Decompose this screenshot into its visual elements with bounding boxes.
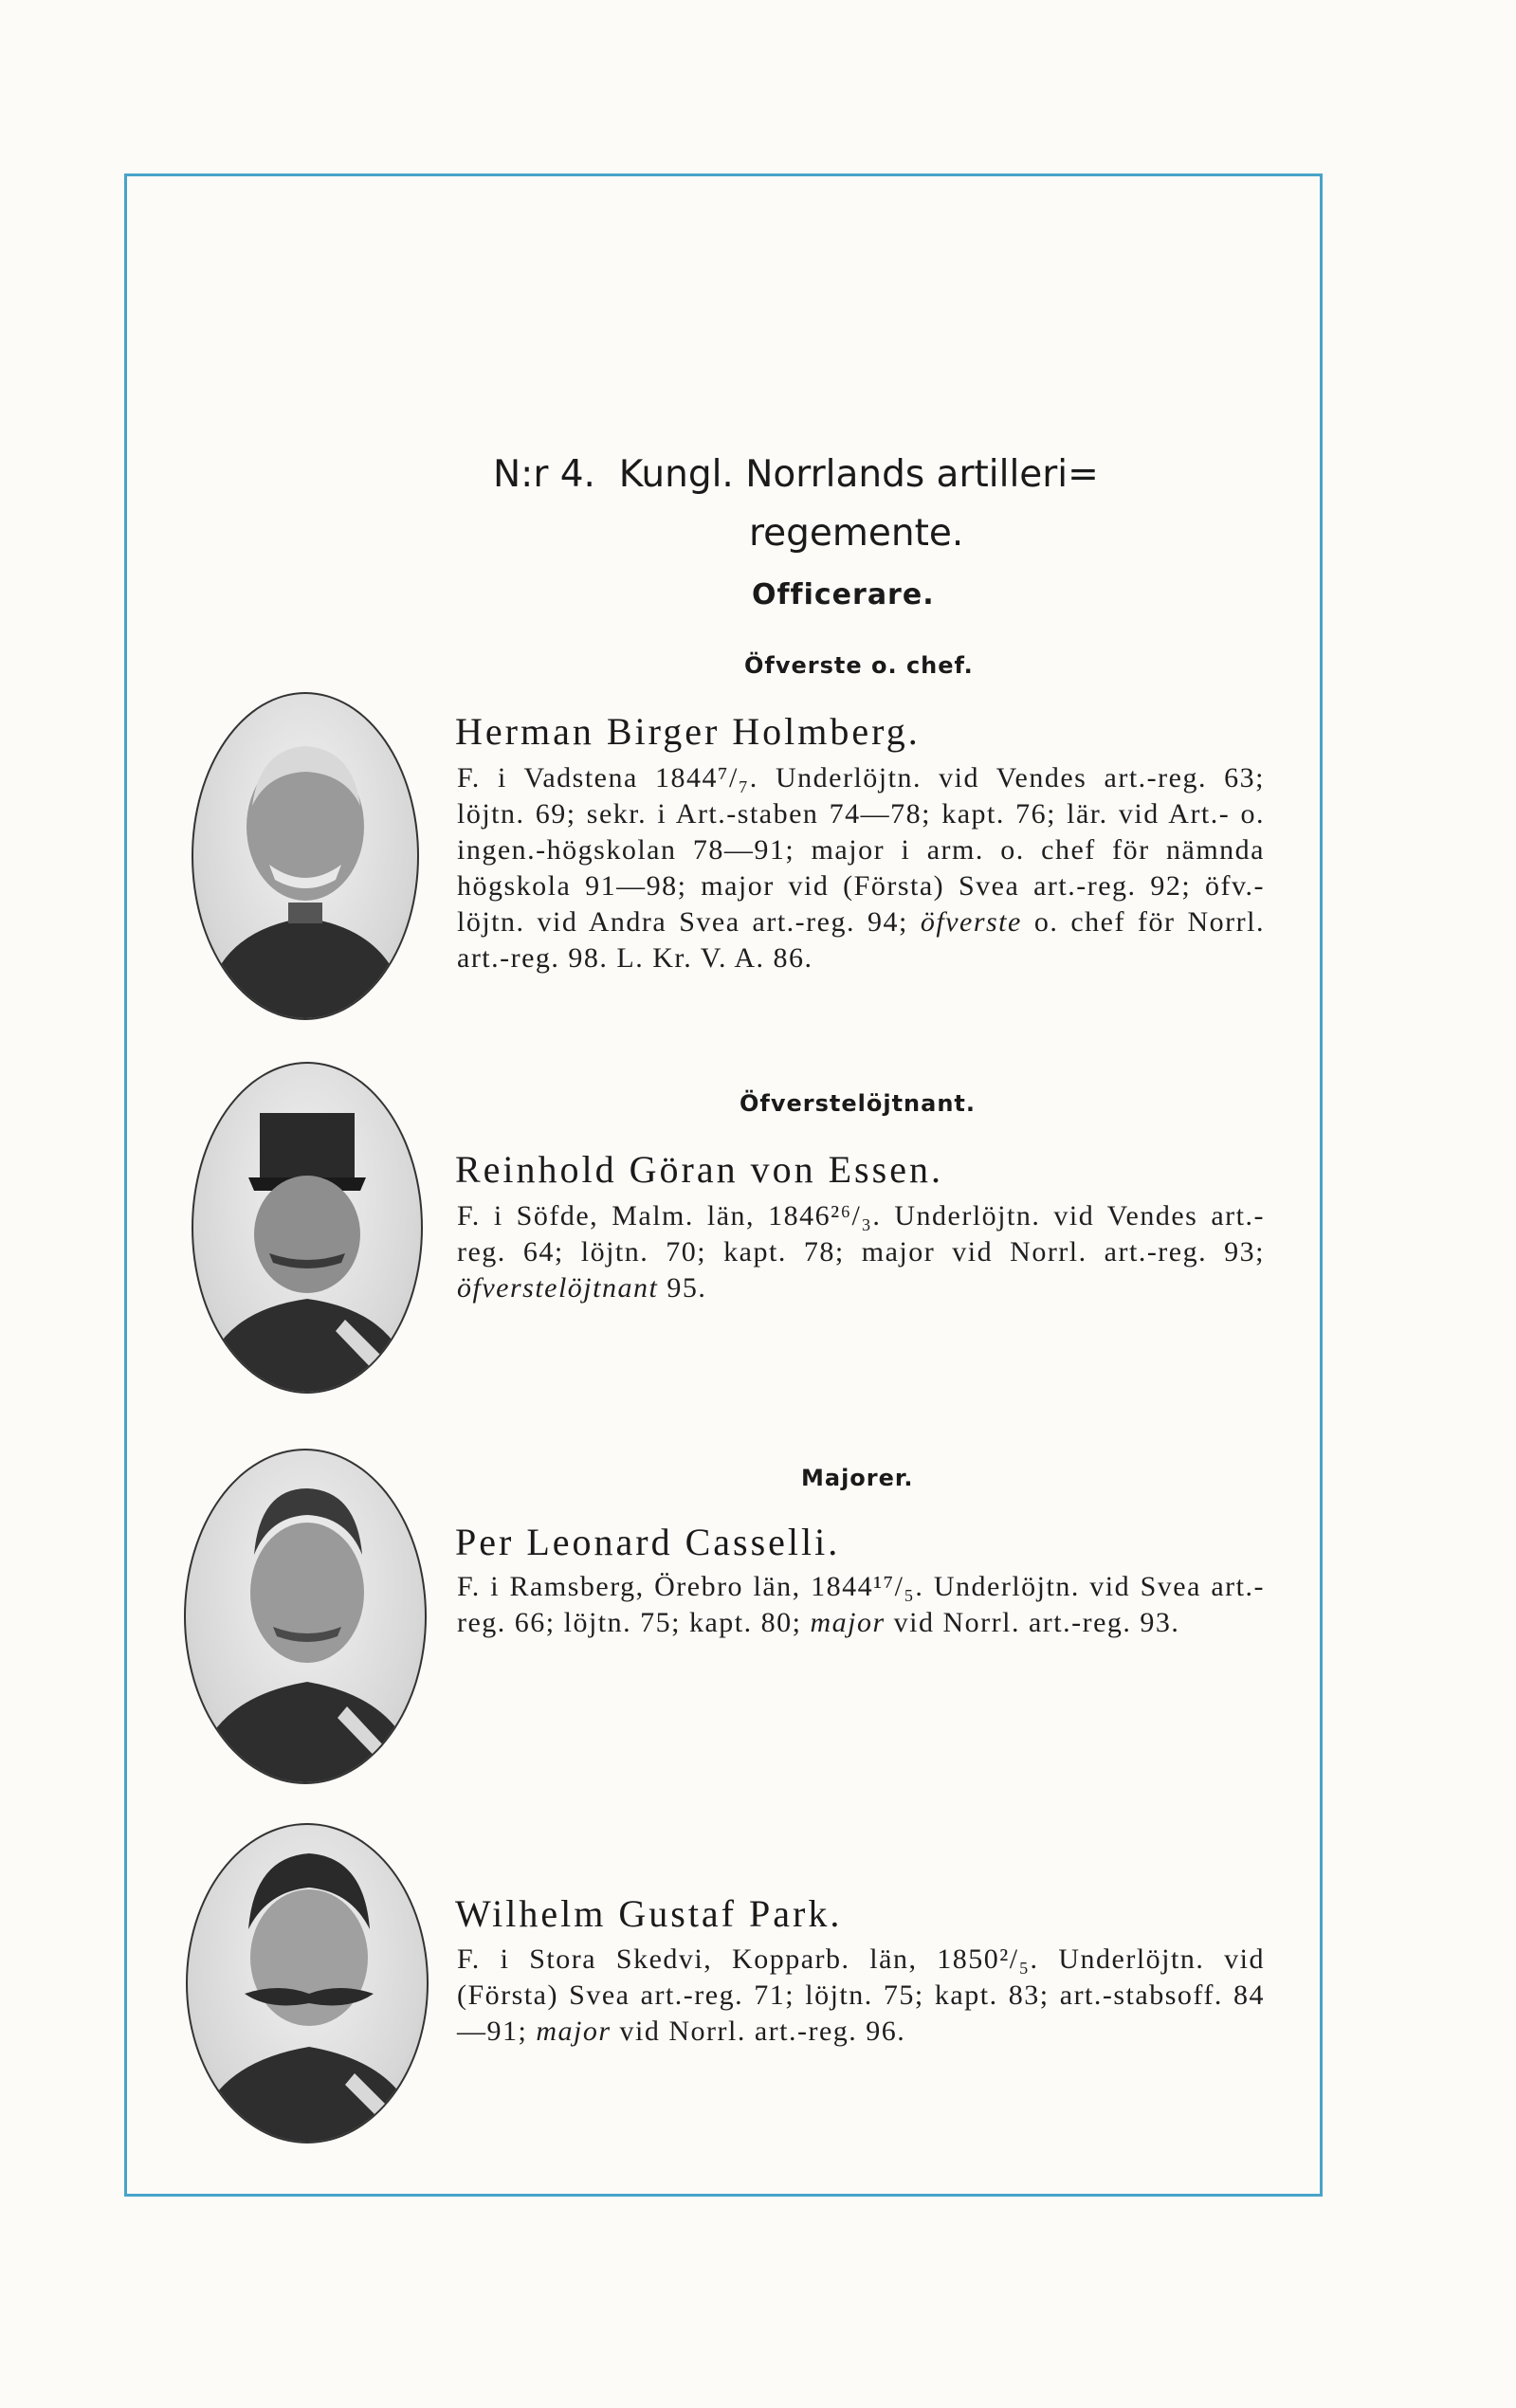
officer-biography: F. i Ramsberg, Örebro län, 1844¹⁷/₅. Underlöjtn. vid Svea art.-reg. 66; löjtn. 75; kapt. 80; major vid Norrl. art.-reg. 93. — [457, 1571, 1265, 1638]
officer-name: Reinhold Göran von Essen. — [455, 1148, 943, 1191]
title-line-2: regemente. — [749, 512, 964, 555]
officer-biography: F. i Stora Skedvi, Kopparb. län, 1850²/₅. Underlöjtn. vid (Första) Svea art.-reg. 71; löjtn. 75; kapt. 83; art.-stabsoff. 84—91; major vid Norrl. art.-reg. 96. — [457, 1943, 1265, 2047]
rank-italic: major — [810, 1607, 886, 1638]
portrait-officer-1 — [192, 692, 419, 1020]
subheading-majors: Majorer. — [801, 1465, 914, 1491]
section-heading-officers: Officerare. — [752, 578, 935, 611]
rank-italic: öfverstelöjtnant — [457, 1272, 659, 1304]
portrait-officer-4 — [186, 1823, 429, 2143]
subheading-ltcol: Öfverstelöjtnant. — [740, 1090, 977, 1117]
officer-name: Herman Birger Holmberg. — [455, 710, 921, 753]
subheading-colonel: Öfverste o. chef. — [744, 652, 974, 679]
officer-biography: F. i Söfde, Malm. län, 1846²⁶/₃. Underlöjtn. vid Vendes art.-reg. 64; löjtn. 70; kapt. 78; major vid Norrl. art.-reg. 93; öfverstelöjtnant 95. — [457, 1200, 1265, 1304]
page-title — [493, 446, 1251, 563]
officer-biography: F. i Vadstena 1844⁷/₇. Underlöjtn. vid Vendes art.-reg. 63; löjtn. 69; sekr. i Art.-staben 74—78; kapt. 76; lär. vid Art.- o. ingen.-högskolan 78—91; major i arm. o. chef för nämnda högskola 91—98; major vid (Första) Svea art.-reg. 92; öfv.-löjtn. vid Andra Svea art.-reg. 94; öfverste o. chef för Norrl. art.-reg. 98. L. Kr. V. A. 86. — [457, 762, 1265, 974]
officer-name: Per Leonard Casselli. — [455, 1521, 841, 1563]
officer-name: Wilhelm Gustaf Park. — [455, 1892, 843, 1935]
rank-italic: major — [536, 2016, 612, 2047]
rank-italic: öfverste — [920, 906, 1022, 938]
title-line-1: N:r 4. Kungl. Norrlands artilleri= — [493, 453, 1099, 496]
portrait-officer-3 — [184, 1449, 427, 1784]
portrait-officer-2 — [192, 1062, 423, 1394]
